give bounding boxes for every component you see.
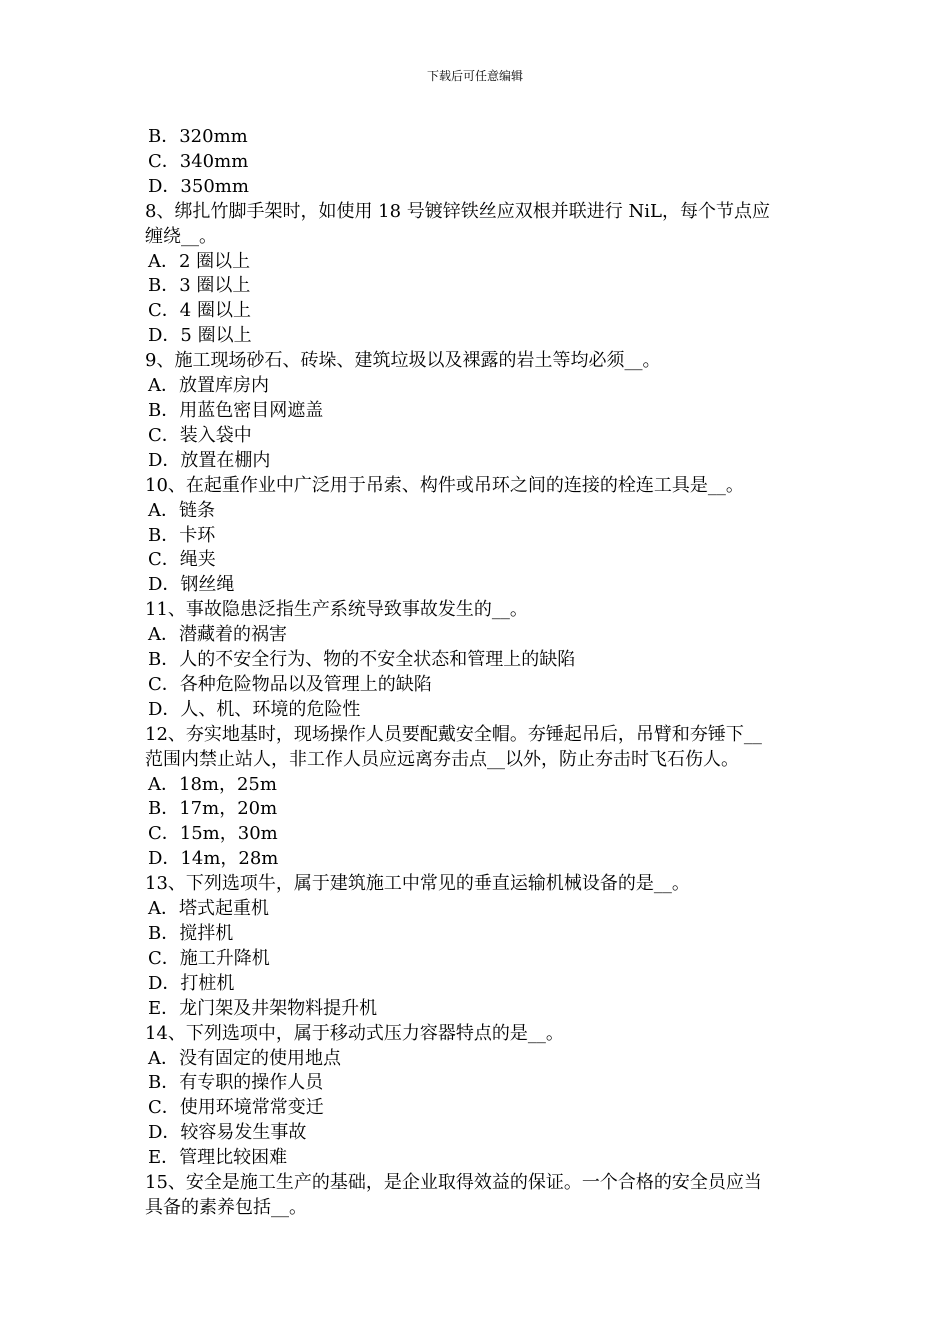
answer-option: D．打桩机 bbox=[148, 972, 235, 994]
answer-option: A．链条 bbox=[148, 499, 215, 521]
answer-option: C．340mm bbox=[148, 150, 249, 172]
answer-option: B．有专职的操作人员 bbox=[148, 1072, 324, 1094]
answer-option: B．3 圈以上 bbox=[148, 275, 251, 297]
answer-option: C．各种危险物品以及管理上的缺陷 bbox=[148, 673, 432, 695]
question-text-line: 11、事故隐患泛指生产系统导致事故发生的__。 bbox=[145, 599, 528, 621]
answer-option: C．使用环境常常变迁 bbox=[148, 1097, 324, 1119]
document-body bbox=[145, 125, 815, 1221]
question-text-line: 8、绑扎竹脚手架时，如使用 18 号镀锌铁丝应双根并联进行 NiL，每个节点应 bbox=[145, 200, 770, 222]
answer-option: B．人的不安全行为、物的不安全状态和管理上的缺陷 bbox=[148, 649, 576, 671]
answer-option: B．320mm bbox=[148, 126, 248, 147]
answer-option: C．施工升降机 bbox=[148, 947, 270, 969]
answer-option: A．塔式起重机 bbox=[148, 898, 269, 920]
answer-option: A．放置库房内 bbox=[148, 375, 269, 397]
answer-option: D．钢丝绳 bbox=[148, 574, 235, 596]
question-text-line: 15、安全是施工生产的基础，是企业取得效益的保证。一个合格的安全员应当 bbox=[145, 1172, 762, 1194]
question-text-line: 12、夯实地基时，现场操作人员要配戴安全帽。夯锤起吊后，吊臂和夯锤下__ bbox=[145, 723, 762, 745]
answer-option: C．装入袋中 bbox=[148, 424, 252, 446]
answer-option: D．5 圈以上 bbox=[148, 325, 252, 347]
answer-option: A．潜藏着的祸害 bbox=[148, 624, 287, 646]
answer-option: D．人、机、环境的危险性 bbox=[148, 698, 361, 720]
question-text-line: 10、在起重作业中广泛用于吊索、构件或吊环之间的连接的栓连工具是__。 bbox=[145, 474, 744, 496]
answer-option: B．卡环 bbox=[148, 524, 216, 546]
answer-option: A．没有固定的使用地点 bbox=[148, 1047, 341, 1069]
question-text-line: 具备的素养包括__。 bbox=[145, 1196, 307, 1218]
answer-option: D．较容易发生事故 bbox=[148, 1122, 307, 1144]
answer-option: B．17m，20m bbox=[148, 798, 278, 820]
question-text-line: 13、下列选项牛，属于建筑施工中常见的垂直运输机械设备的是__。 bbox=[145, 873, 690, 895]
page-header: 下载后可任意编辑 bbox=[426, 69, 523, 83]
question-text-line: 9、施工现场砂石、砖垛、建筑垃圾以及裸露的岩土等均必须__。 bbox=[145, 350, 661, 372]
answer-option: B．搅拌机 bbox=[148, 923, 234, 944]
answer-option: C．4 圈以上 bbox=[148, 300, 251, 322]
answer-option: C．15m，30m bbox=[148, 823, 278, 845]
answer-option: E．龙门架及井架物料提升机 bbox=[148, 997, 378, 1019]
question-text-line: 缠绕__。 bbox=[145, 225, 217, 247]
answer-option: C．绳夹 bbox=[148, 549, 216, 571]
answer-option: D．14m，28m bbox=[148, 848, 279, 870]
answer-option: B．用蓝色密目网遮盖 bbox=[148, 399, 324, 421]
answer-option: A．2 圈以上 bbox=[148, 250, 251, 272]
answer-option: E．管理比较困难 bbox=[148, 1147, 288, 1169]
answer-option: A．18m，25m bbox=[148, 773, 277, 795]
answer-option: D．350mm bbox=[148, 175, 249, 197]
question-text-line: 14、下列选项中，属于移动式压力容器特点的是__。 bbox=[145, 1022, 564, 1044]
question-text-line: 范围内禁止站人，非工作人员应远离夯击点__以外，防止夯击时飞石伤人。 bbox=[145, 748, 739, 770]
answer-option: D．放置在棚内 bbox=[148, 449, 271, 471]
